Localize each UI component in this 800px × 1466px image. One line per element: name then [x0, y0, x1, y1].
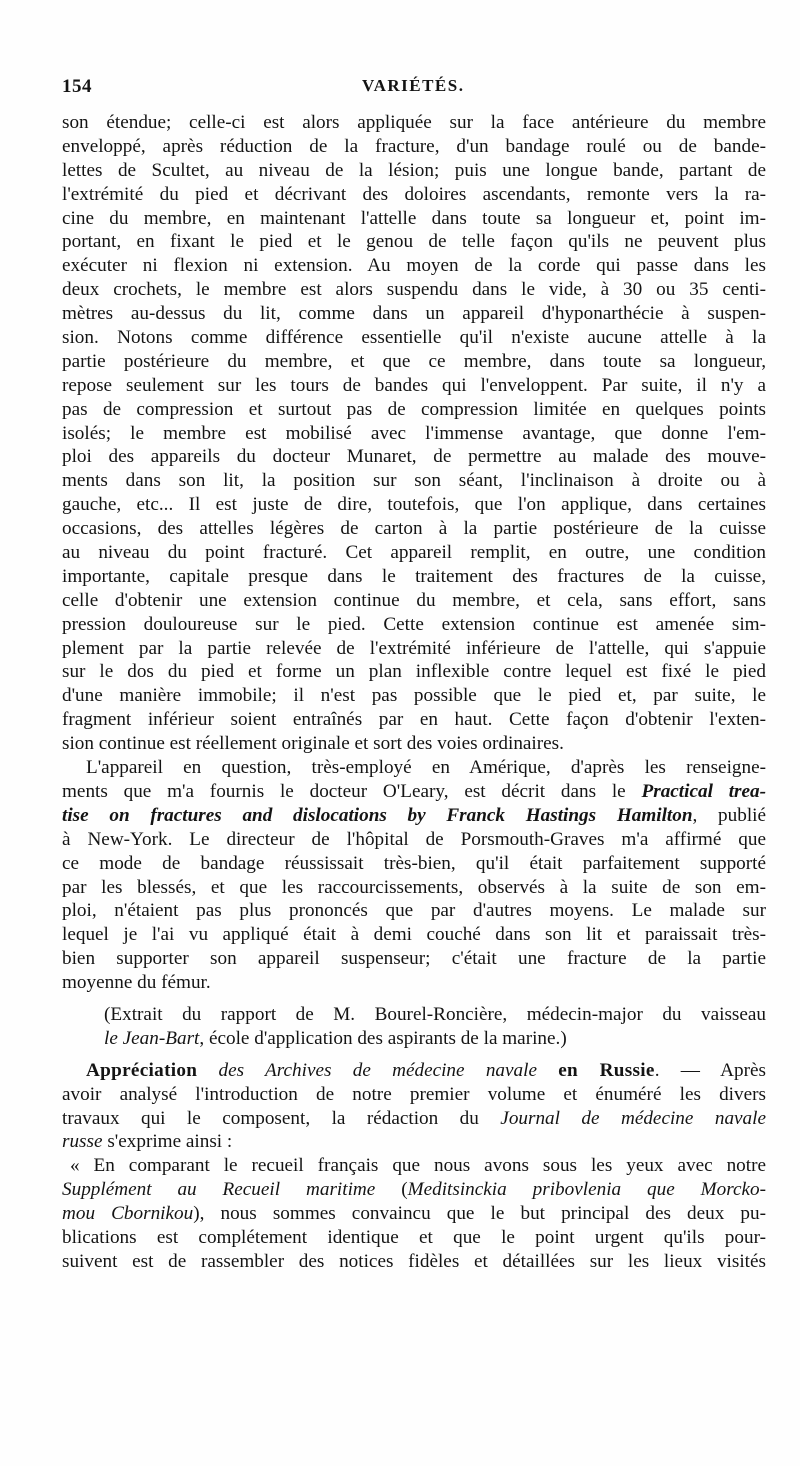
text-line — [62, 780, 766, 804]
citation-line: (Extrait du rapport de M. Bourel-Roncière, médecin-major du vaisseau — [104, 1003, 766, 1025]
text-line: pas de compression et surtout pas de compression limitée en quelques points — [62, 398, 766, 420]
text-line: lequel je l'ai vu appliqué était à demi couché dans son lit et paraissait très- — [62, 924, 766, 946]
paragraph-suspension-apparatus — [62, 111, 766, 756]
text-line: enveloppé, après réduction de la fracture, d'un bandage roulé ou de bande- — [62, 135, 766, 157]
text-line: pression douloureuse sur le pied. Cette extension continue est amenée sim- — [62, 613, 766, 635]
text-run: ), nous sommes convaincu que le but principal des deux pu- — [193, 1203, 766, 1225]
text-line: d'une manière immobile; il n'est pas possible que le pied et, par suite, le — [62, 685, 766, 707]
text-line — [62, 1130, 766, 1154]
citation-line — [62, 1027, 766, 1051]
quote-line: suivent est de rassembler des notices fidèles et détaillées sur les lieux visités — [62, 1250, 766, 1272]
text-line: sur le dos du pied et forme un plan inflexible contre lequel est fixé le pied — [62, 661, 766, 683]
section-heading: Appréciation — [86, 1059, 198, 1081]
text-line: cine du membre, en maintenant l'attelle dans toute sa longueur et, point im- — [62, 207, 766, 229]
text-line: importante, capitale presque dans le traitement des fractures de la cuisse, — [62, 565, 766, 587]
quote-line — [62, 1202, 766, 1226]
text-line: ploi, n'étaient pas plus prononcés que par d'autres moyens. Le malade sur — [62, 900, 766, 922]
text-line: par les blessés, et que les raccourcissements, observés à la suite de son em- — [62, 876, 766, 898]
quote-line — [62, 1178, 766, 1202]
text-line: partie postérieure du membre, et que ce membre, dans toute sa longueur, — [62, 350, 766, 372]
text-run: s'exprime ainsi : — [102, 1131, 233, 1153]
text-line: exécuter ni flexion ni extension. Au moyen de la corde qui passe dans les — [62, 255, 766, 277]
quote-line: blications est complétement identique et que le point urgent qu'ils pour- — [62, 1226, 766, 1248]
text-line: occasions, des attelles légères de carton à la partie postérieure de la cuisse — [62, 518, 766, 540]
quotation-block — [62, 1154, 766, 1273]
text-line: l'extrémité du pied et décrivant des doloires ascendants, remonte vers la ra- — [62, 183, 766, 205]
section-appreciation — [62, 1059, 766, 1155]
text-line: L'appareil en question, très-employé en Amérique, d'après les renseigne- — [86, 757, 766, 779]
text-line: repose seulement sur les tours de bandes qui l'enveloppent. Par suite, il n'y a — [62, 374, 766, 396]
text-run: ( — [375, 1179, 408, 1201]
russian-title-run: mou Cbornikou — [62, 1203, 194, 1225]
book-title-run: tise on fractures and dislocations by Franck Hastings Hamilton — [62, 804, 693, 826]
quote-line: « En comparant le recueil français que nous avons sous les yeux avec notre — [70, 1155, 766, 1177]
text-run: . — Après — [654, 1059, 766, 1081]
ship-name-run: le Jean-Bart — [104, 1027, 200, 1049]
paragraph-hamilton-reference — [62, 756, 766, 995]
book-title-run: Practical trea- — [641, 780, 766, 802]
text-line: gauche, etc... Il est juste de dire, toutefois, que l'on applique, dans certaines — [62, 494, 766, 516]
text-line: moyenne du fémur. — [62, 972, 211, 994]
text-line: deux crochets, le membre est alors suspendu dans le vide, à 30 ou 35 centi- — [62, 279, 766, 301]
text-line — [62, 804, 766, 828]
text-line: ce mode de bandage réussissait très-bien, qu'il était parfaitement supporté — [62, 852, 766, 874]
page-number: 154 — [62, 76, 92, 97]
russian-title-run: Meditsinckia pribovlenia que Morcko- — [407, 1179, 766, 1201]
running-title: VARIÉTÉS. — [362, 76, 465, 95]
journal-title-run: des Archives de médecine navale — [197, 1059, 559, 1081]
text-line: plement par la partie relevée de l'extrémité inférieure de l'attelle, qui s'appuie — [62, 637, 766, 659]
text-line: lettes de Scultet, au niveau de la lésion; puis une longue bande, partant de — [62, 159, 766, 181]
text-line: sion continue est réellement originale et sort des voies ordinaires. — [62, 733, 564, 755]
supplement-title-run: Supplément au Recueil maritime — [62, 1179, 376, 1201]
text-run: travaux qui le composent, la rédaction du — [62, 1107, 501, 1129]
citation-block — [62, 1003, 766, 1051]
text-line: ploi des appareils du docteur Munaret, de permettre au malade des mouve- — [62, 446, 766, 468]
text-line: ments dans son lit, la position sur son séant, l'inclinaison à droite ou à — [62, 470, 766, 492]
body-text — [62, 111, 766, 1274]
page-header — [62, 76, 752, 102]
section-heading-line — [62, 1059, 766, 1083]
text-line: bien supporter son appareil suspenseur; c'était une fracture de la partie — [62, 948, 766, 970]
text-line: avoir analysé l'introduction de notre premier volume et énuméré les divers — [62, 1083, 766, 1105]
text-line: fragment inférieur soient entraînés par en haut. Cette façon d'obtenir l'exten- — [62, 709, 766, 731]
text-line: son étendue; celle-ci est alors appliquée sur la face antérieure du membre — [62, 112, 766, 133]
text-line: mètres au-dessus du lit, comme dans un appareil d'hyponarthécie à suspen- — [62, 303, 766, 325]
text-line: celle d'obtenir une extension continue du membre, et cela, sans effort, sans — [62, 589, 766, 611]
text-line: à New-York. Le directeur de l'hôpital de Porsmouth-Graves m'a affirmé que — [62, 828, 766, 850]
journal-title-run: Journal de médecine navale — [500, 1107, 766, 1129]
text-run: ments que m'a fournis le docteur O'Leary, est décrit dans le — [62, 780, 642, 802]
text-line: au niveau du point fracturé. Cet appareil remplit, en outre, une condition — [62, 542, 766, 564]
text-line: portant, en fixant le pied et le genou de telle façon qu'ils ne peuvent plus — [62, 231, 766, 253]
journal-title-run: russe — [62, 1131, 103, 1153]
section-heading-country: en Russie — [558, 1059, 655, 1081]
text-line: isolés; le membre est mobilisé avec l'immense avantage, que donne l'em- — [62, 422, 766, 444]
text-line: sion. Notons comme différence essentielle qu'il n'existe aucune attelle à la — [62, 327, 766, 349]
text-run: , école d'application des aspirants de la marine.) — [199, 1027, 567, 1049]
text-run: , publié — [692, 804, 766, 826]
text-line — [62, 1107, 766, 1131]
